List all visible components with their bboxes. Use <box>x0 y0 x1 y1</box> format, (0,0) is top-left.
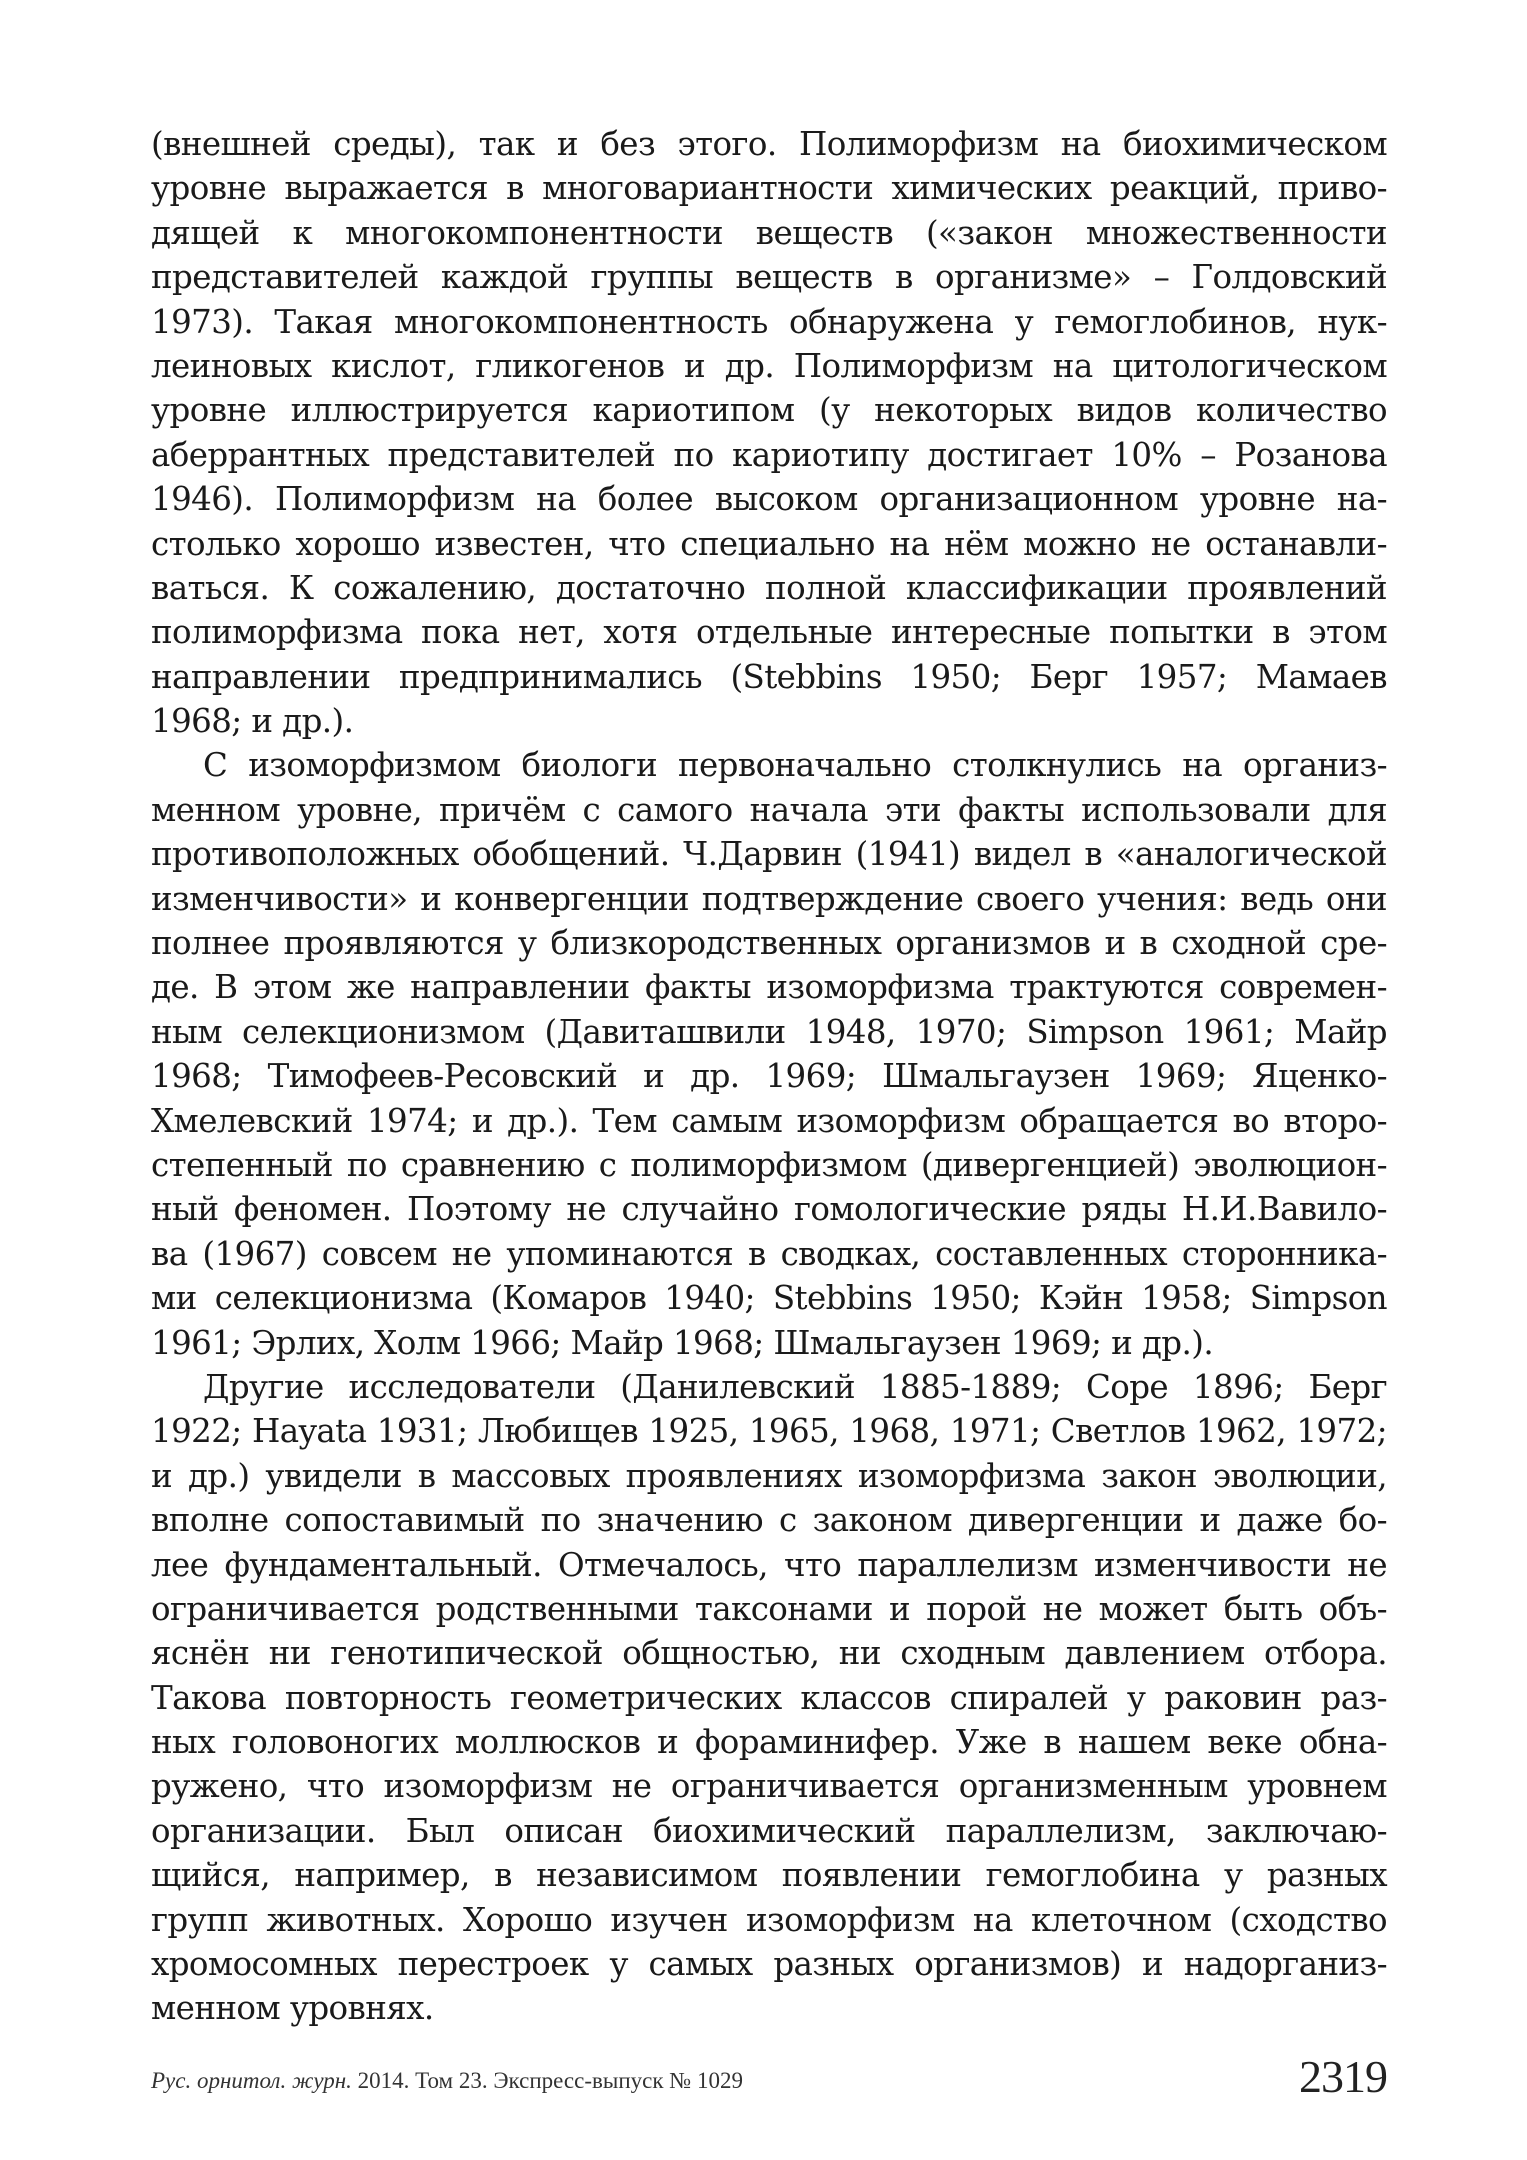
text-line: 1922; Hayata 1931; Любищев 1925, 1965, 1968, 1971; Светлов 1962, 1972; <box>151 1412 1387 1451</box>
text-line: щийся, например, в независимом появлении гемоглобина у разных <box>151 1856 1387 1895</box>
text-line: аберрантных представителей по кариотипу достигает 10% – Розанова <box>151 435 1387 474</box>
text-line: ваться. К сожалению, достаточно полной классификации проявлений <box>151 568 1387 607</box>
text-line: столько хорошо известен, что специально на нём можно не останавли- <box>151 524 1387 563</box>
journal-issue: 2014. Том 23. Экспресс-выпуск № 1029 <box>351 2068 743 2093</box>
text-line: ным селекционизмом (Давиташвили 1948, 1970; Simpson 1961; Майр <box>151 1012 1387 1051</box>
text-line: хромосомных перестроек у самых разных организмов) и надорганиз- <box>151 1945 1387 1984</box>
text-line: 1961; Эрлих, Холм 1966; Майр 1968; Шмальгаузен 1969; и др.). <box>151 1323 1214 1362</box>
text-line: и др.) увидели в массовых проявлениях изоморфизма закон эволюции, <box>151 1456 1387 1495</box>
text-line: ружено, что изоморфизм не ограничивается организменным уровнем <box>151 1767 1387 1806</box>
text-line: менном уровне, причём с самого начала эти факты использовали для <box>151 790 1387 829</box>
text-line: ный феномен. Поэтому не случайно гомологические ряды Н.И.Вавило- <box>151 1190 1387 1229</box>
text-line: полиморфизма пока нет, хотя отдельные интересные попытки в этом <box>151 613 1387 652</box>
text-line: (внешней среды), так и без этого. Полиморфизм на биохимическом <box>151 125 1387 163</box>
text-line: ми селекционизма (Комаров 1940; Stebbins 1950; Кэйн 1958; Simpson <box>151 1279 1387 1318</box>
text-line: ных головоногих моллюсков и фораминифер. Уже в нашем веке обна- <box>151 1723 1387 1762</box>
article-body <box>151 122 1387 2031</box>
text-line: яснён ни генотипической общностью, ни сходным давлением отбора. <box>151 1634 1387 1673</box>
page-footer <box>151 2050 1387 2110</box>
text-line: уровне иллюстрируется кариотипом (у некоторых видов количество <box>151 391 1387 430</box>
text-line: противоположных обобщений. Ч.Дарвин (1941) видел в «аналогической <box>151 835 1387 874</box>
text-line: Другие исследователи (Данилевский 1885-1889; Cope 1896; Берг <box>203 1367 1387 1406</box>
text-line: полнее проявляются у близкородственных организмов и в сходной сре- <box>151 924 1387 963</box>
text-line: направлении предпринимались (Stebbins 1950; Берг 1957; Мамаев <box>151 657 1387 696</box>
text-line: организации. Был описан биохимический параллелизм, заключаю- <box>151 1811 1387 1850</box>
page-number: 2319 <box>1299 2051 1387 2102</box>
paragraph-other-researchers <box>151 1365 1387 2031</box>
text-line: леиновых кислот, гликогенов и др. Полиморфизм на цитологическом <box>151 346 1387 385</box>
text-line: лее фундаментальный. Отмечалось, что параллелизм изменчивости не <box>151 1545 1387 1584</box>
text-line: менном уровнях. <box>151 1989 434 2028</box>
text-line: 1946). Полиморфизм на более высоком организационном уровне на- <box>151 480 1387 519</box>
text-line: ограничивается родственными таксонами и порой не может быть объ- <box>151 1589 1387 1628</box>
journal-title: Рус. орнитол. журн. <box>151 2068 352 2093</box>
text-line: 1973). Такая многокомпонентность обнаружена у гемоглобинов, нук- <box>151 302 1387 341</box>
text-line: уровне выражается в многовариантности химических реакций, приво- <box>151 169 1387 208</box>
text-line: дящей к многокомпонентности веществ («закон множественности <box>151 213 1387 252</box>
text-line: де. В этом же направлении факты изоморфизма трактуются современ- <box>151 968 1387 1007</box>
text-line: групп животных. Хорошо изучен изоморфизм на клеточном (сходство <box>151 1900 1387 1939</box>
text-line: Такова повторность геометрических классов спиралей у раковин раз- <box>151 1678 1387 1717</box>
text-line: 1968; и др.). <box>151 702 354 741</box>
journal-citation <box>151 2068 743 2094</box>
text-line: представителей каждой группы веществ в организме» – Голдовский <box>151 258 1387 297</box>
paragraph-isomorphism <box>151 743 1387 1364</box>
text-line: изменчивости» и конвергенции подтверждение своего учения: ведь они <box>151 879 1387 918</box>
paragraph-polymorphism <box>151 122 1387 743</box>
text-line: С изоморфизмом биологи первоначально столкнулись на организ- <box>203 746 1387 785</box>
text-line: Хмелевский 1974; и др.). Тем самым изоморфизм обращается во второ- <box>151 1101 1387 1140</box>
text-line: 1968; Тимофеев-Ресовский и др. 1969; Шмальгаузен 1969; Яценко- <box>151 1057 1387 1096</box>
text-line: ва (1967) совсем не упоминаются в сводках, составленных сторонника- <box>151 1234 1387 1273</box>
text-line: степенный по сравнению с полиморфизмом (дивергенцией) эволюцион- <box>151 1145 1387 1184</box>
text-line: вполне сопоставимый по значению с законом дивергенции и даже бо- <box>151 1501 1387 1540</box>
